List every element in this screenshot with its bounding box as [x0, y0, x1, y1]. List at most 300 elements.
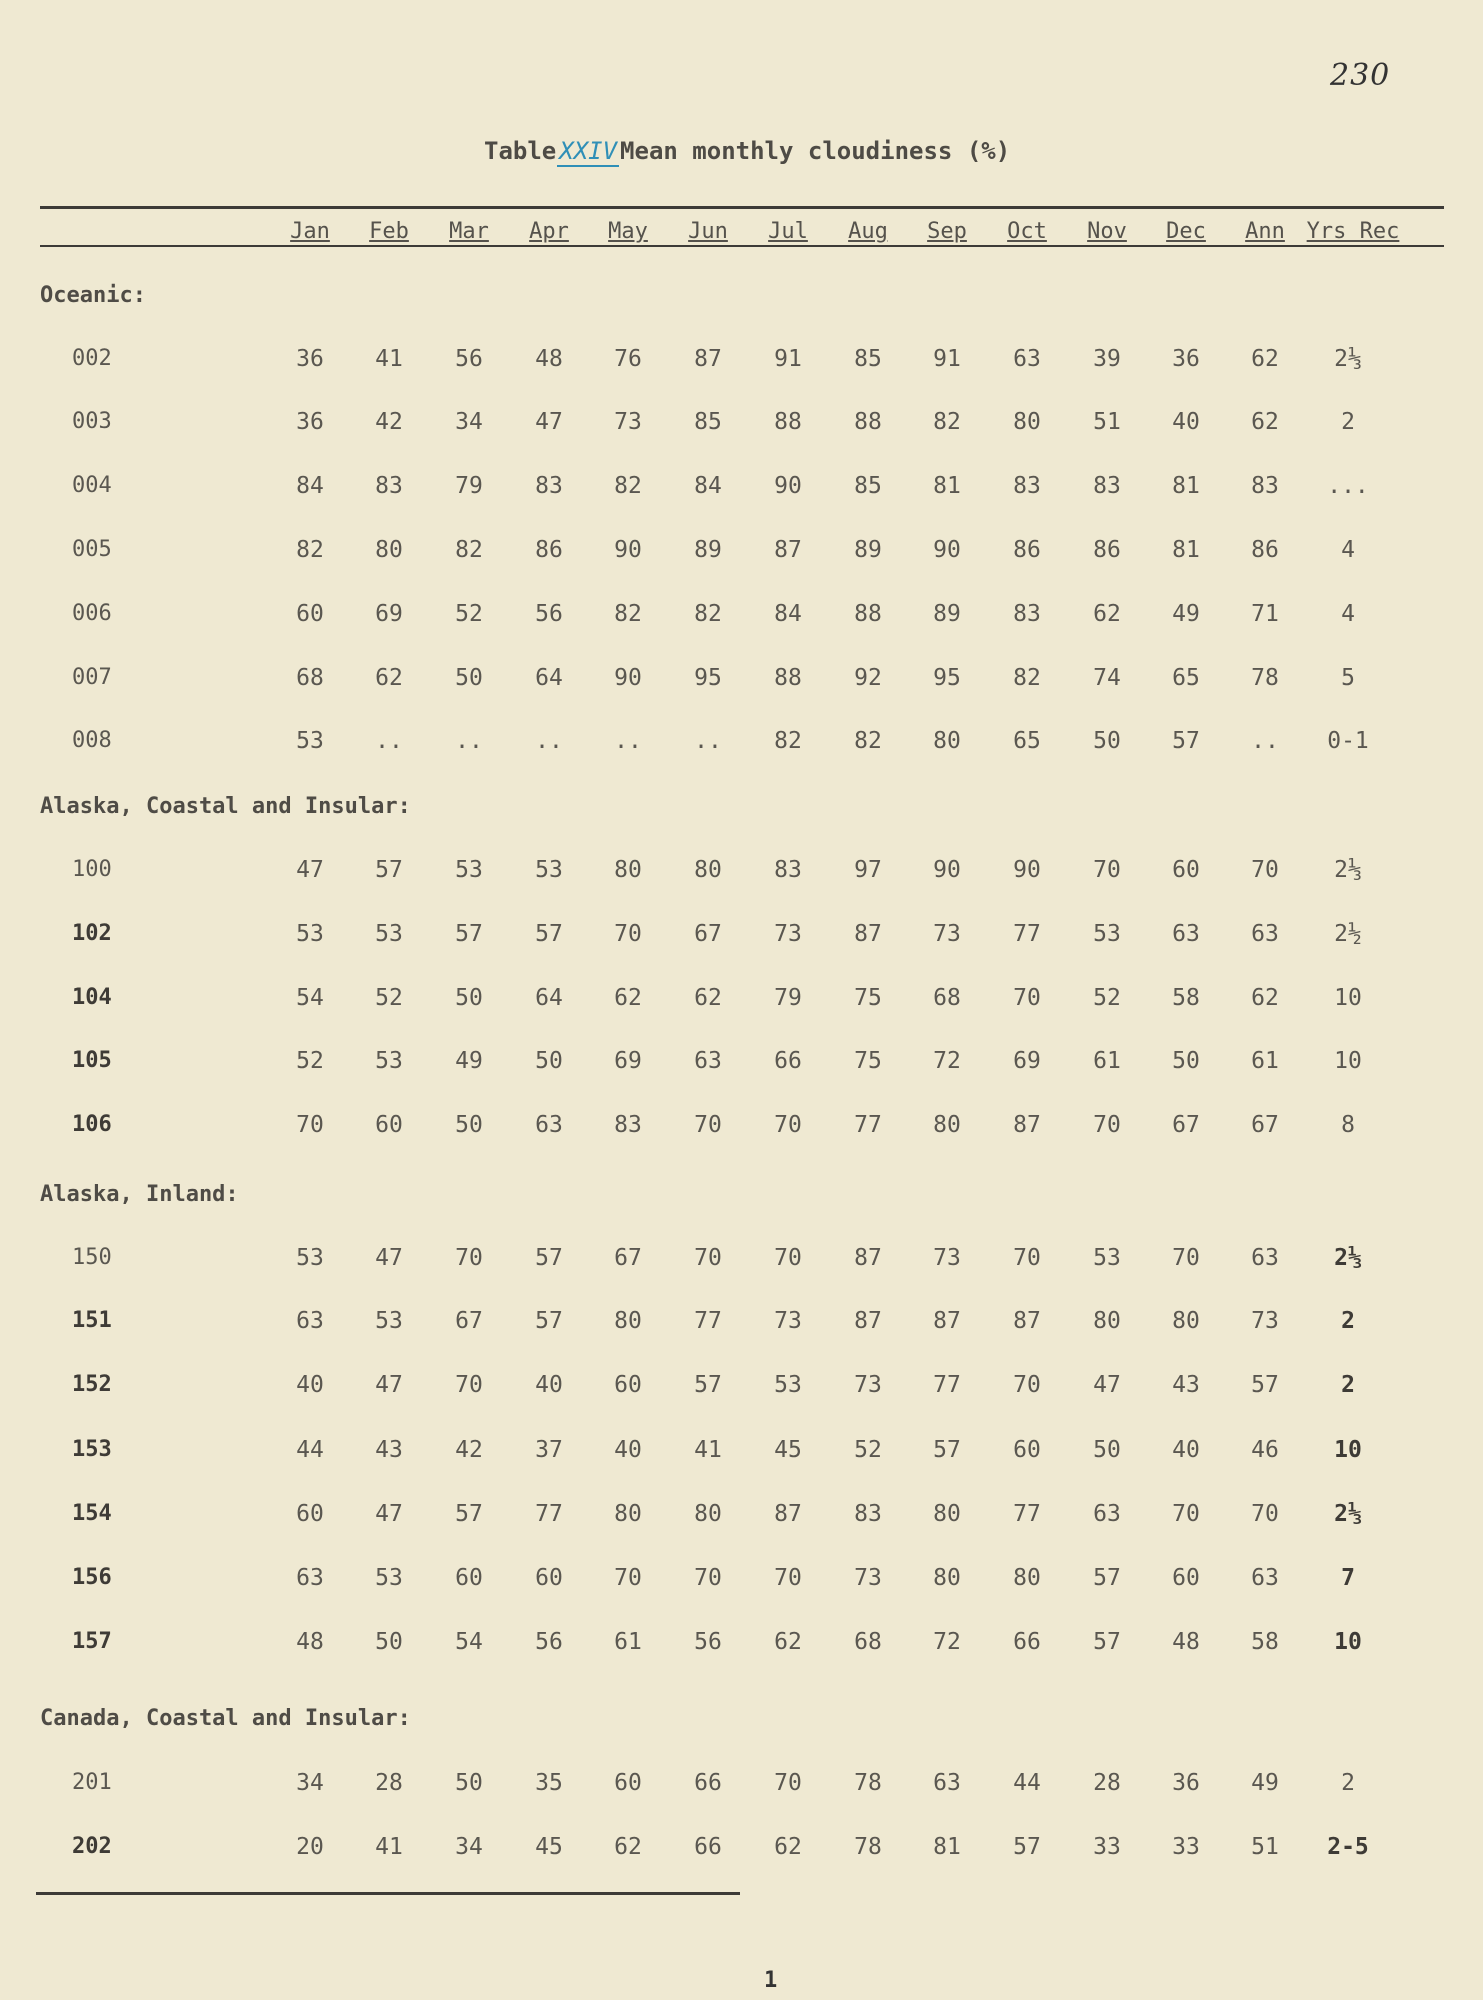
cell-jun: 57 [694, 1372, 722, 1398]
cell-feb: 83 [375, 473, 403, 499]
station-id: 154 [72, 1501, 112, 1526]
cell-jun: 87 [694, 346, 722, 372]
cell-aug: 85 [854, 346, 882, 372]
cell-nov: 33 [1093, 1834, 1121, 1860]
table-title [484, 137, 1010, 165]
cell-apr: 57 [535, 921, 563, 947]
cell-jun: 70 [694, 1112, 722, 1138]
cell-jul: 79 [774, 985, 802, 1011]
station-id: 106 [72, 1112, 112, 1137]
cell-oct: 87 [1013, 1308, 1041, 1334]
cell-jul: 66 [774, 1048, 802, 1074]
cell-aug: 73 [854, 1565, 882, 1591]
cell-sep: 72 [933, 1048, 961, 1074]
cell-may: 80 [614, 857, 642, 883]
cell-mar: .. [455, 728, 483, 754]
cell-oct: 90 [1013, 857, 1041, 883]
title-roman-numeral: XXIV [559, 137, 618, 165]
cell-mar: 42 [455, 1437, 483, 1463]
column-header-nov: Nov [1087, 219, 1127, 244]
cell-apr: 53 [535, 857, 563, 883]
cell-may: 62 [614, 1834, 642, 1860]
cell-nov: 63 [1093, 1501, 1121, 1527]
cell-may: 40 [614, 1437, 642, 1463]
cell-jun: .. [694, 728, 722, 754]
cell-jan: 60 [296, 601, 324, 627]
cell-aug: 87 [854, 1245, 882, 1271]
cell-aug: 52 [854, 1437, 882, 1463]
station-id: 201 [72, 1770, 112, 1795]
cell-nov: 47 [1093, 1372, 1121, 1398]
cell-sep: 73 [933, 921, 961, 947]
cell-aug: 82 [854, 728, 882, 754]
cell-apr: 56 [535, 1629, 563, 1655]
cell-nov: 51 [1093, 409, 1121, 435]
column-header-feb: Feb [369, 219, 409, 244]
cell-aug: 75 [854, 1048, 882, 1074]
cell-sep: 73 [933, 1245, 961, 1271]
cell-jul: 87 [774, 537, 802, 563]
cell-jun: 56 [694, 1629, 722, 1655]
cell-may: 73 [614, 409, 642, 435]
cell-oct: 82 [1013, 665, 1041, 691]
cell-dec: 81 [1172, 537, 1200, 563]
cell-feb: 52 [375, 985, 403, 1011]
cell-apr: 57 [535, 1245, 563, 1271]
cell-feb: 28 [375, 1770, 403, 1796]
cell-sep: 87 [933, 1308, 961, 1334]
cell-yrs-rec: 2-5 [1327, 1834, 1369, 1860]
station-id: 156 [72, 1565, 112, 1590]
column-header-jan: Jan [290, 219, 330, 244]
cell-apr: .. [535, 728, 563, 754]
cell-nov: 53 [1093, 1245, 1121, 1271]
cell-jan: 47 [296, 857, 324, 883]
cell-jun: 66 [694, 1834, 722, 1860]
cell-jan: 36 [296, 346, 324, 372]
cell-ann: 70 [1251, 857, 1279, 883]
cell-yrs-rec: 2½ [1334, 921, 1362, 947]
cell-apr: 40 [535, 1372, 563, 1398]
cell-jan: 63 [296, 1308, 324, 1334]
cell-apr: 77 [535, 1501, 563, 1527]
column-header-sep: Sep [927, 219, 967, 244]
cell-may: 82 [614, 473, 642, 499]
cell-sep: 89 [933, 601, 961, 627]
station-id: 202 [72, 1834, 112, 1859]
cell-feb: 53 [375, 1048, 403, 1074]
cell-oct: 65 [1013, 728, 1041, 754]
station-id: 003 [72, 409, 112, 434]
title-prefix: Table [484, 137, 557, 165]
cell-jul: 70 [774, 1245, 802, 1271]
cell-ann: 63 [1251, 1565, 1279, 1591]
cell-may: 69 [614, 1048, 642, 1074]
cell-aug: 77 [854, 1112, 882, 1138]
cell-oct: 86 [1013, 537, 1041, 563]
cell-mar: 50 [455, 1112, 483, 1138]
cell-sep: 80 [933, 1112, 961, 1138]
cell-oct: 66 [1013, 1629, 1041, 1655]
station-id: 002 [72, 346, 112, 371]
cell-apr: 64 [535, 985, 563, 1011]
cell-nov: 50 [1093, 728, 1121, 754]
cell-yrs-rec: 4 [1341, 537, 1355, 563]
cell-may: 80 [614, 1308, 642, 1334]
cell-sep: 90 [933, 857, 961, 883]
cell-jan: 20 [296, 1834, 324, 1860]
header-rule [40, 245, 1444, 247]
cell-yrs-rec: 7 [1341, 1565, 1355, 1591]
cell-jun: 85 [694, 409, 722, 435]
station-id: 008 [72, 728, 112, 753]
section-heading: Oceanic: [40, 283, 146, 308]
column-header-aug: Aug [848, 219, 888, 244]
column-header-ann: Ann [1245, 219, 1285, 244]
cell-sep: 77 [933, 1372, 961, 1398]
section-heading: Alaska, Inland: [40, 1182, 239, 1207]
cell-feb: 47 [375, 1245, 403, 1271]
column-header-jun: Jun [688, 219, 728, 244]
cell-yrs-rec: 8 [1341, 1112, 1355, 1138]
cell-jun: 66 [694, 1770, 722, 1796]
cell-oct: 70 [1013, 1245, 1041, 1271]
cell-dec: 49 [1172, 601, 1200, 627]
cell-yrs-rec: 10 [1334, 985, 1362, 1011]
cell-apr: 57 [535, 1308, 563, 1334]
cell-yrs-rec: 10 [1334, 1437, 1362, 1463]
cell-nov: 57 [1093, 1565, 1121, 1591]
cell-may: 70 [614, 1565, 642, 1591]
cell-ann: 57 [1251, 1372, 1279, 1398]
cell-ann: 63 [1251, 921, 1279, 947]
station-id: 004 [72, 473, 112, 498]
cell-sep: 80 [933, 1501, 961, 1527]
cell-dec: 65 [1172, 665, 1200, 691]
column-header-yrs-rec: Yrs Rec [1306, 219, 1400, 244]
cell-nov: 39 [1093, 346, 1121, 372]
cell-yrs-rec: 2 [1341, 1770, 1355, 1796]
column-header-jul: Jul [768, 219, 808, 244]
cell-sep: 57 [933, 1437, 961, 1463]
cell-dec: 58 [1172, 985, 1200, 1011]
cell-aug: 85 [854, 473, 882, 499]
station-id: 006 [72, 601, 112, 626]
cell-ann: 73 [1251, 1308, 1279, 1334]
cell-nov: 62 [1093, 601, 1121, 627]
cell-nov: 28 [1093, 1770, 1121, 1796]
cell-ann: 62 [1251, 346, 1279, 372]
cell-jul: 88 [774, 409, 802, 435]
cell-mar: 60 [455, 1565, 483, 1591]
cell-dec: 57 [1172, 728, 1200, 754]
cell-apr: 86 [535, 537, 563, 563]
cell-feb: 53 [375, 1565, 403, 1591]
cell-aug: 68 [854, 1629, 882, 1655]
bottom-rule [36, 1892, 740, 1895]
cell-apr: 37 [535, 1437, 563, 1463]
cell-mar: 57 [455, 1501, 483, 1527]
cell-dec: 36 [1172, 346, 1200, 372]
cell-feb: 43 [375, 1437, 403, 1463]
cell-may: 61 [614, 1629, 642, 1655]
cell-ann: 46 [1251, 1437, 1279, 1463]
cell-feb: 47 [375, 1372, 403, 1398]
cell-sep: 63 [933, 1770, 961, 1796]
cell-aug: 97 [854, 857, 882, 883]
cell-feb: 53 [375, 1308, 403, 1334]
cell-sep: 72 [933, 1629, 961, 1655]
cell-nov: 61 [1093, 1048, 1121, 1074]
cell-ann: .. [1251, 728, 1279, 754]
station-id: 152 [72, 1372, 112, 1397]
cell-may: 90 [614, 665, 642, 691]
cell-mar: 70 [455, 1372, 483, 1398]
cell-jul: 84 [774, 601, 802, 627]
cell-nov: 86 [1093, 537, 1121, 563]
cell-yrs-rec: 2 [1341, 1372, 1355, 1398]
cell-oct: 69 [1013, 1048, 1041, 1074]
cell-oct: 83 [1013, 473, 1041, 499]
cell-jul: 45 [774, 1437, 802, 1463]
cell-jun: 41 [694, 1437, 722, 1463]
cell-dec: 33 [1172, 1834, 1200, 1860]
cell-feb: 53 [375, 921, 403, 947]
cell-oct: 57 [1013, 1834, 1041, 1860]
cell-yrs-rec: 10 [1334, 1048, 1362, 1074]
cell-sep: 81 [933, 473, 961, 499]
cell-apr: 64 [535, 665, 563, 691]
cell-dec: 70 [1172, 1501, 1200, 1527]
cell-may: 90 [614, 537, 642, 563]
cell-may: 70 [614, 921, 642, 947]
cell-jul: 70 [774, 1770, 802, 1796]
cell-mar: 49 [455, 1048, 483, 1074]
cell-jan: 68 [296, 665, 324, 691]
cell-dec: 70 [1172, 1245, 1200, 1271]
cell-jul: 53 [774, 1372, 802, 1398]
cell-nov: 50 [1093, 1437, 1121, 1463]
cell-dec: 67 [1172, 1112, 1200, 1138]
cell-jun: 62 [694, 985, 722, 1011]
cell-jan: 63 [296, 1565, 324, 1591]
cell-jun: 80 [694, 1501, 722, 1527]
cell-nov: 53 [1093, 921, 1121, 947]
cell-jan: 53 [296, 728, 324, 754]
cell-feb: 57 [375, 857, 403, 883]
cell-apr: 47 [535, 409, 563, 435]
cell-may: 62 [614, 985, 642, 1011]
cell-oct: 83 [1013, 601, 1041, 627]
cell-sep: 80 [933, 728, 961, 754]
cell-oct: 70 [1013, 985, 1041, 1011]
cell-jan: 54 [296, 985, 324, 1011]
top-rule [40, 206, 1444, 209]
cell-nov: 57 [1093, 1629, 1121, 1655]
cell-jan: 34 [296, 1770, 324, 1796]
cell-ann: 86 [1251, 537, 1279, 563]
cell-feb: 47 [375, 1501, 403, 1527]
cell-jul: 83 [774, 857, 802, 883]
cell-sep: 81 [933, 1834, 961, 1860]
cell-may: 60 [614, 1770, 642, 1796]
column-header-dec: Dec [1166, 219, 1206, 244]
cell-mar: 70 [455, 1245, 483, 1271]
cell-oct: 77 [1013, 921, 1041, 947]
cell-yrs-rec: 2 [1341, 1308, 1355, 1334]
cell-nov: 70 [1093, 857, 1121, 883]
cell-sep: 91 [933, 346, 961, 372]
cell-mar: 53 [455, 857, 483, 883]
cell-apr: 60 [535, 1565, 563, 1591]
cell-feb: 60 [375, 1112, 403, 1138]
cell-ann: 61 [1251, 1048, 1279, 1074]
cell-yrs-rec: 2⅓ [1334, 1501, 1362, 1527]
cell-ann: 49 [1251, 1770, 1279, 1796]
cell-ann: 67 [1251, 1112, 1279, 1138]
cell-mar: 79 [455, 473, 483, 499]
station-id: 005 [72, 537, 112, 562]
cell-jun: 82 [694, 601, 722, 627]
cell-jul: 62 [774, 1834, 802, 1860]
cell-apr: 48 [535, 346, 563, 372]
cell-apr: 63 [535, 1112, 563, 1138]
cell-ann: 83 [1251, 473, 1279, 499]
cell-feb: 42 [375, 409, 403, 435]
cell-jul: 70 [774, 1112, 802, 1138]
cell-jun: 70 [694, 1245, 722, 1271]
cell-dec: 60 [1172, 857, 1200, 883]
cell-oct: 87 [1013, 1112, 1041, 1138]
cell-dec: 81 [1172, 473, 1200, 499]
cell-jan: 53 [296, 921, 324, 947]
column-header-apr: Apr [529, 219, 569, 244]
cell-aug: 89 [854, 537, 882, 563]
cell-jul: 90 [774, 473, 802, 499]
cell-nov: 83 [1093, 473, 1121, 499]
cell-mar: 34 [455, 409, 483, 435]
cell-jul: 87 [774, 1501, 802, 1527]
cell-jul: 82 [774, 728, 802, 754]
cell-mar: 50 [455, 985, 483, 1011]
cell-aug: 88 [854, 601, 882, 627]
cell-dec: 43 [1172, 1372, 1200, 1398]
footer-page-number: 1 [764, 1968, 778, 1993]
cell-dec: 63 [1172, 921, 1200, 947]
cell-feb: 41 [375, 1834, 403, 1860]
cell-ann: 62 [1251, 409, 1279, 435]
station-id: 102 [72, 921, 112, 946]
cell-dec: 80 [1172, 1308, 1200, 1334]
cell-jan: 82 [296, 537, 324, 563]
cell-apr: 56 [535, 601, 563, 627]
station-id: 157 [72, 1629, 112, 1654]
cell-jan: 52 [296, 1048, 324, 1074]
cell-sep: 80 [933, 1565, 961, 1591]
cell-yrs-rec: 4 [1341, 601, 1355, 627]
cell-jul: 62 [774, 1629, 802, 1655]
cell-apr: 83 [535, 473, 563, 499]
cell-aug: 87 [854, 1308, 882, 1334]
cell-nov: 80 [1093, 1308, 1121, 1334]
page-number: 230 [1330, 58, 1391, 93]
cell-yrs-rec: 2⅓ [1334, 346, 1362, 372]
cell-jan: 70 [296, 1112, 324, 1138]
cell-aug: 75 [854, 985, 882, 1011]
cell-may: 80 [614, 1501, 642, 1527]
cell-apr: 45 [535, 1834, 563, 1860]
cell-oct: 44 [1013, 1770, 1041, 1796]
cell-dec: 50 [1172, 1048, 1200, 1074]
cell-jun: 67 [694, 921, 722, 947]
cell-feb: 41 [375, 346, 403, 372]
cell-jun: 77 [694, 1308, 722, 1334]
cell-mar: 56 [455, 346, 483, 372]
cell-may: 60 [614, 1372, 642, 1398]
cell-feb: .. [375, 728, 403, 754]
cell-yrs-rec: 2⅓ [1334, 1245, 1362, 1271]
column-header-may: May [608, 219, 648, 244]
cell-yrs-rec: ... [1327, 473, 1369, 499]
cell-aug: 78 [854, 1834, 882, 1860]
cell-mar: 82 [455, 537, 483, 563]
cell-yrs-rec: 2⅓ [1334, 857, 1362, 883]
cell-ann: 78 [1251, 665, 1279, 691]
cell-dec: 60 [1172, 1565, 1200, 1591]
station-id: 007 [72, 665, 112, 690]
cell-aug: 78 [854, 1770, 882, 1796]
cell-ann: 70 [1251, 1501, 1279, 1527]
column-header-oct: Oct [1007, 219, 1047, 244]
station-id: 100 [72, 857, 112, 882]
cell-jul: 91 [774, 346, 802, 372]
cell-jul: 73 [774, 921, 802, 947]
station-id: 151 [72, 1308, 112, 1333]
cell-aug: 88 [854, 409, 882, 435]
station-id: 105 [72, 1048, 112, 1073]
cell-aug: 92 [854, 665, 882, 691]
cell-apr: 50 [535, 1048, 563, 1074]
cell-jan: 44 [296, 1437, 324, 1463]
cell-aug: 83 [854, 1501, 882, 1527]
cell-feb: 80 [375, 537, 403, 563]
cell-aug: 73 [854, 1372, 882, 1398]
cell-mar: 54 [455, 1629, 483, 1655]
cell-feb: 62 [375, 665, 403, 691]
cell-jul: 70 [774, 1565, 802, 1591]
cell-nov: 52 [1093, 985, 1121, 1011]
cell-jun: 80 [694, 857, 722, 883]
cell-feb: 50 [375, 1629, 403, 1655]
station-id: 104 [72, 985, 112, 1010]
cell-may: 83 [614, 1112, 642, 1138]
section-heading: Canada, Coastal and Insular: [40, 1706, 411, 1731]
cell-jun: 63 [694, 1048, 722, 1074]
cell-dec: 40 [1172, 409, 1200, 435]
cell-jan: 53 [296, 1245, 324, 1271]
cell-jan: 40 [296, 1372, 324, 1398]
cell-jul: 88 [774, 665, 802, 691]
cell-may: 82 [614, 601, 642, 627]
cell-may: .. [614, 728, 642, 754]
cell-mar: 67 [455, 1308, 483, 1334]
cell-mar: 50 [455, 1770, 483, 1796]
cell-jan: 48 [296, 1629, 324, 1655]
title-text: Mean monthly cloudiness (%) [620, 137, 1011, 165]
cell-oct: 63 [1013, 346, 1041, 372]
cell-apr: 35 [535, 1770, 563, 1796]
cell-aug: 87 [854, 921, 882, 947]
